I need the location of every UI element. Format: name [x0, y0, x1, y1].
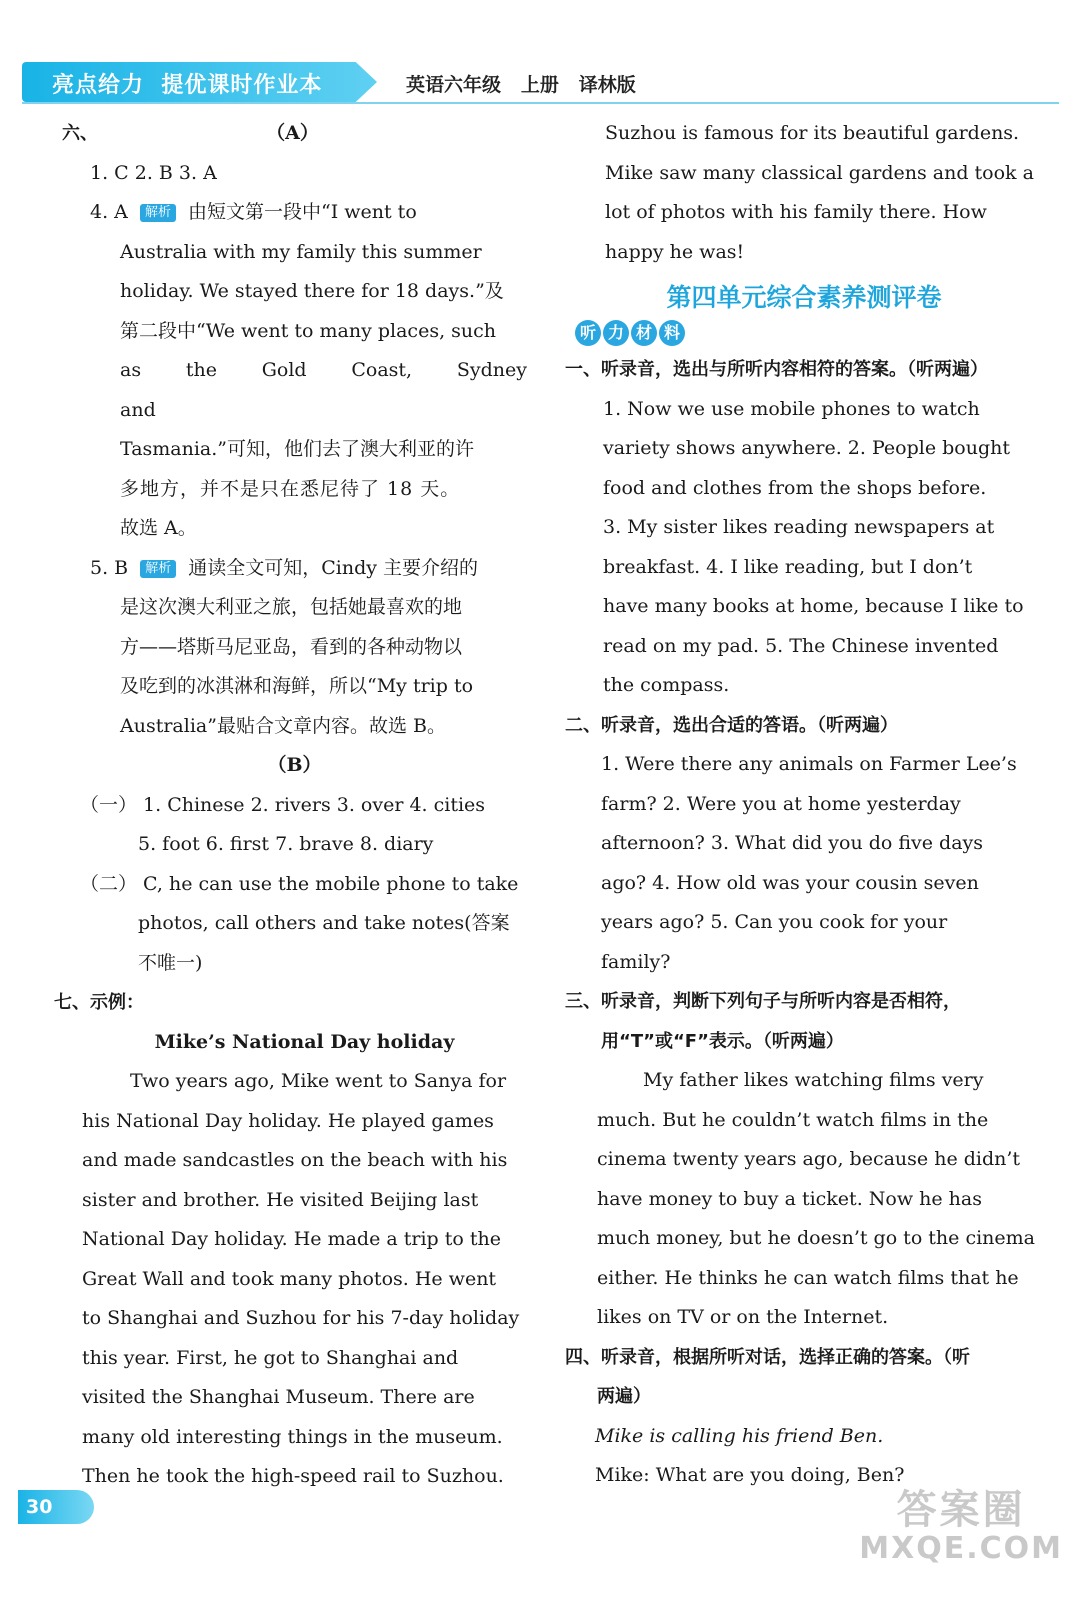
essay-line: Mike saw many classical gardens and took a [605, 161, 1034, 184]
section-7-heading: 七、示例： [54, 992, 144, 1013]
dialogue-line: Mike: What are you doing, Ben? [595, 1464, 905, 1486]
essay-line: lot of photos with his family there. How [605, 201, 987, 223]
listening-char: 材 [631, 320, 657, 346]
essay-line: Then he took the high-speed rail to Suzhou. [82, 1465, 504, 1487]
text-line: afternoon? 3. What did you do five days [601, 832, 984, 854]
watermark-logo: 答案圈 MXQE.COM [859, 1487, 1063, 1566]
part-b-label: （B） [267, 754, 322, 776]
text-line: years ago? 5. Can you cook for your [601, 911, 948, 933]
text-line: 多地方，并不是只在悉尼待了 18 天。 [120, 477, 461, 500]
essay-line: to Shanghai and Suzhou for his 7-day holiday [82, 1307, 520, 1329]
text-line: variety shows anywhere. 2. People bought [603, 437, 1010, 459]
listening-material-badge [575, 320, 1043, 346]
answer-4-head: 4. A [90, 201, 128, 223]
text-line: 第二段中“We went to many places, such [120, 319, 497, 342]
section-4-heading-cont: 两遍） [597, 1386, 651, 1407]
section-1-heading: 一、听录音，选出与所听内容相符的答案。（听两遍） [565, 359, 988, 380]
text-line: Australia with my family this summer [120, 240, 482, 263]
text-line: the compass. [603, 674, 730, 696]
section-3-heading-cont: 用“T”或“F”表示。（听两遍） [601, 1030, 844, 1052]
text-line: ago? 4. How old was your cousin seven [601, 871, 979, 894]
page-number: 30 [18, 1490, 94, 1524]
section-3-heading: 三、听录音，判断下列句子与所听内容是否相符， [565, 991, 961, 1012]
text-line: read on my pad. 5. The Chinese invented [603, 634, 999, 657]
essay-line: his National Day holiday. He played games [82, 1109, 494, 1132]
section-2-heading: 二、听录音，选出合适的答语。（听两遍） [565, 714, 898, 736]
unit-title: 第四单元综合素养测评卷 [666, 283, 942, 312]
b2-line-3: 不唯一) [138, 951, 203, 974]
essay-line: Great Wall and took many photos. He went [82, 1267, 497, 1290]
text-line: 1. Now we use mobile phones to watch [603, 397, 980, 420]
text-line: either. He thinks he can watch films that he [597, 1266, 1019, 1289]
text-line: Tasmania.”可知，他们去了澳大利亚的许 [120, 438, 475, 460]
essay-line: many old interesting things in the museum. [82, 1425, 503, 1448]
essay-line: Suzhou is famous for its beautiful gardens. [605, 122, 1020, 144]
text-line: farm? 2. Were you at home yesterday [601, 792, 961, 815]
text-line: much money, but he doesn’t go to the cinema [597, 1227, 1035, 1249]
text-line: 3. My sister likes reading newspapers at [603, 516, 995, 538]
text-line: My father likes watching films very [643, 1069, 984, 1091]
part-a-label: （A） [266, 122, 319, 144]
b1-line-2: 5. foot 6. first 7. brave 8. diary [138, 833, 434, 855]
essay-title: Mike’s National Day holiday [154, 1030, 455, 1053]
answer-1-3: 1. C 2. B 3. A [90, 161, 217, 184]
text-line: 方——塔斯马尼亚岛，看到的各种动物以 [120, 635, 463, 658]
essay-line: happy he was! [605, 240, 745, 263]
text-line: likes on TV or on the Internet. [597, 1306, 889, 1328]
essay-line: National Day holiday. He made a trip to the [82, 1228, 501, 1250]
b2-line-1: （二） C, he can use the mobile phone to take [80, 872, 519, 895]
text-line: have money to buy a ticket. Now he has [597, 1187, 982, 1210]
essay-line: this year. First, he got to Shanghai and [82, 1346, 459, 1369]
dialogue-intro: Mike is calling his friend Ben. [595, 1424, 884, 1447]
listening-char: 听 [575, 320, 601, 346]
b2-line-2: photos, call others and take notes(答案 [138, 912, 510, 934]
text-line: 是这次澳大利亚之旅，包括她最喜欢的地 [120, 596, 463, 618]
book-title: 亮点给力 提优课时作业本 [52, 73, 323, 98]
text-line: cinema twenty years ago, because he didn’t [597, 1148, 1021, 1170]
text-line: holiday. We stayed there for 18 days.”及 [120, 280, 504, 302]
answer-4: 4. A 解析 由短文第一段中“I went to [90, 201, 417, 223]
text-line: food and clothes from the shops before. [603, 476, 987, 499]
text-line: 1. Were there any animals on Farmer Lee’s [601, 753, 1017, 775]
analysis-tag: 解析 [140, 560, 176, 578]
text-line: 故选 A。 [120, 517, 197, 539]
text-line: Australia”最贴合文章内容。故选 B。 [120, 714, 446, 737]
section-6-heading: 六、 （A） [62, 114, 527, 154]
analysis-tag: 解析 [140, 204, 176, 222]
listening-char: 力 [603, 320, 629, 346]
text-line: family? [601, 950, 671, 973]
b1-line-1: （一） 1. Chinese 2. rivers 3. over 4. cities [80, 793, 486, 816]
header-divider [22, 102, 1059, 104]
text-line: breakfast. 4. I like reading, but I don’t [603, 555, 973, 578]
answer-5: 5. B 解析 通读全文可知，Cindy 主要介绍的 [90, 556, 479, 579]
text-line: have many books at home, because I like to [603, 595, 1024, 617]
text-line: much. But he couldn’t watch films in the [597, 1108, 989, 1131]
section-4-heading: 四、听录音，根据所听对话，选择正确的答案。（听 [565, 1346, 970, 1368]
essay-line: Two years ago, Mike went to Sanya for [130, 1070, 507, 1092]
essay-line: sister and brother. He visited Beijing last [82, 1188, 479, 1211]
essay-line: visited the Shanghai Museum. There are [82, 1386, 475, 1408]
essay-line: and made sandcastles on the beach with his [82, 1149, 508, 1171]
right-column [565, 114, 1043, 1496]
listening-char: 料 [659, 320, 685, 346]
answer-5-head: 5. B [90, 556, 129, 579]
text-line: as the Gold Coast, Sydney and [120, 359, 527, 421]
text-line: 及吃到的冰淇淋和海鲜，所以“My trip to [120, 675, 474, 697]
book-subtitle: 英语六年级 上册 译林版 [406, 74, 636, 96]
left-column [54, 114, 527, 1497]
